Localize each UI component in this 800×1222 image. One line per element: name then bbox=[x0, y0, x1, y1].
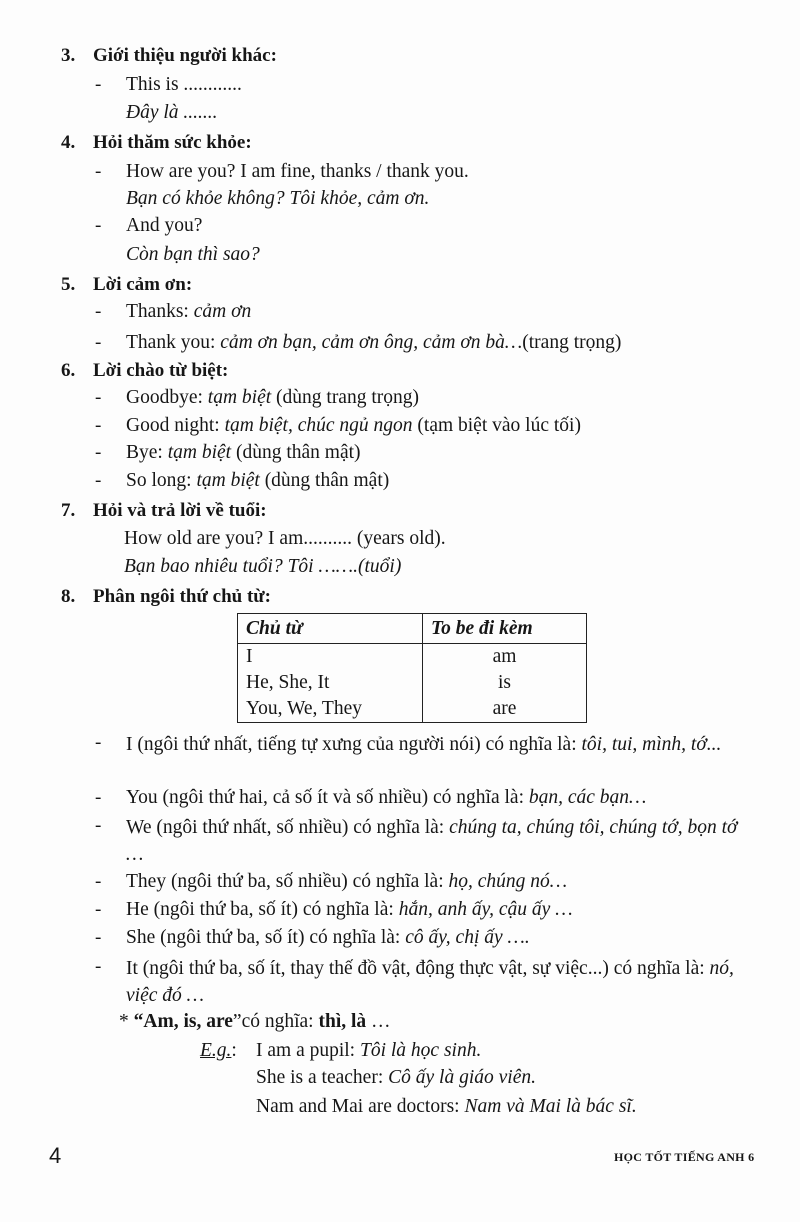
vietnamese-meaning: tạm biệt bbox=[167, 442, 232, 463]
eg-label: E.g. bbox=[200, 1040, 232, 1061]
dash-bullet-icon: - bbox=[95, 470, 102, 491]
dash-bullet-icon: - bbox=[95, 956, 102, 977]
section-title: Lời cảm ơn: bbox=[93, 274, 193, 295]
english-phrase: Good night: bbox=[126, 415, 225, 436]
usage-note: (dùng thân mật) bbox=[259, 470, 390, 491]
example-english: I am a pupil: bbox=[256, 1040, 360, 1061]
dash-bullet-icon: - bbox=[95, 74, 102, 95]
section-title: Lời chào từ biệt: bbox=[93, 360, 229, 381]
pronoun-description: I (ngôi thứ nhất, tiếng tự xưng của người nói) có nghĩa là: bbox=[126, 734, 582, 755]
column-header-to-be: To be đi kèm bbox=[423, 614, 587, 644]
pronoun-description: She (ngôi thứ ba, số ít) có nghĩa là: bbox=[126, 927, 406, 948]
english-phrase: So long: bbox=[126, 470, 197, 491]
vietnamese-meaning: tạm biệt bbox=[196, 470, 260, 491]
english-phrase: Thank you: bbox=[126, 332, 221, 353]
dash-bullet-icon: - bbox=[95, 415, 102, 436]
example-item bbox=[256, 1066, 536, 1090]
pronoun-description: He (ngôi thứ ba, số ít) có nghĩa là: bbox=[126, 899, 399, 920]
english-phrase: How old are you? I am.......... (years old). bbox=[124, 528, 446, 549]
pronoun-meaning: bạn, các bạn… bbox=[528, 787, 647, 808]
section-number: 5. bbox=[61, 274, 76, 295]
section-number: 6. bbox=[61, 360, 76, 381]
section-number: 8. bbox=[61, 586, 76, 607]
pronoun-meaning: hắn, anh ấy, cậu ấy … bbox=[398, 899, 573, 920]
table-header-row bbox=[238, 614, 587, 644]
pronoun-description: You (ngôi thứ hai, cả số ít và số nhiều) có nghĩa là: bbox=[126, 787, 529, 808]
dash-bullet-icon: - bbox=[95, 899, 102, 920]
section-number: 4. bbox=[61, 132, 76, 153]
pronoun-description: It (ngôi thứ ba, số ít, thay thế đồ vật, động thực vật, sự việc...) có nghĩa là: bbox=[126, 958, 710, 979]
pronoun-meaning: tôi, tui, mình, tớ... bbox=[581, 734, 722, 755]
subject-pronoun-table bbox=[237, 613, 587, 723]
example-vietnamese: Cô ấy là giáo viên. bbox=[388, 1067, 536, 1088]
english-phrase: And you? bbox=[126, 215, 203, 236]
dash-bullet-icon: - bbox=[95, 815, 102, 836]
eg-colon: : bbox=[231, 1040, 237, 1061]
vietnamese-translation: Đây là ....... bbox=[126, 102, 218, 123]
verb-cell: is bbox=[423, 670, 587, 696]
verb-cell: are bbox=[423, 696, 587, 723]
vietnamese-meaning: tạm biệt, chúc ngủ ngon bbox=[224, 415, 413, 436]
subject-cell: You, We, They bbox=[238, 696, 423, 723]
vietnamese-translation: Bạn có khỏe không? Tôi khỏe, cảm ơn. bbox=[126, 188, 430, 209]
dash-bullet-icon: - bbox=[95, 871, 102, 892]
vietnamese-meaning: cảm ơn bạn, cảm ơn ông, cảm ơn bà… bbox=[220, 332, 523, 353]
usage-note: (trang trọng) bbox=[522, 332, 622, 353]
note-ellipsis: … bbox=[366, 1011, 391, 1032]
pronoun-meaning: chúng ta, chúng tôi, chúng tớ, bọn tớ … bbox=[126, 817, 738, 865]
dash-bullet-icon: - bbox=[95, 332, 102, 353]
pronoun-meaning: họ, chúng nó… bbox=[448, 871, 568, 892]
example-item bbox=[256, 1039, 481, 1063]
section-number: 7. bbox=[61, 500, 76, 521]
dash-bullet-icon: - bbox=[95, 732, 102, 753]
vietnamese-translation: Còn bạn thì sao? bbox=[126, 244, 260, 265]
note-term: “Am, is, are bbox=[133, 1011, 233, 1032]
note-text: ”có nghĩa: bbox=[232, 1011, 319, 1032]
section-title: Hỏi thăm sức khỏe: bbox=[93, 132, 252, 153]
usage-note: (dùng trang trọng) bbox=[271, 387, 419, 408]
asterisk: * bbox=[119, 1011, 134, 1032]
usage-note: (tạm biệt vào lúc tối) bbox=[412, 415, 581, 436]
vietnamese-meaning: tạm biệt bbox=[207, 387, 272, 408]
note-meaning: thì, là bbox=[318, 1011, 367, 1032]
example-item bbox=[256, 1095, 637, 1119]
example-vietnamese: Nam và Mai là bác sĩ. bbox=[464, 1096, 637, 1117]
english-phrase: Thanks: bbox=[126, 301, 194, 322]
example-english: Nam and Mai are doctors: bbox=[256, 1096, 465, 1117]
english-phrase: Goodbye: bbox=[126, 387, 208, 408]
section-title: Giới thiệu người khác: bbox=[93, 45, 277, 66]
am-is-are-note bbox=[119, 1010, 391, 1034]
dash-bullet-icon: - bbox=[95, 927, 102, 948]
vietnamese-translation: Bạn bao nhiêu tuổi? Tôi …….(tuổi) bbox=[124, 556, 402, 577]
column-header-subject: Chủ từ bbox=[238, 614, 423, 644]
book-title: HỌC TỐT TIẾNG ANH 6 bbox=[614, 1150, 755, 1164]
usage-note: (dùng thân mật) bbox=[231, 442, 361, 463]
dash-bullet-icon: - bbox=[95, 787, 102, 808]
example-vietnamese: Tôi là học sinh. bbox=[359, 1040, 482, 1061]
dash-bullet-icon: - bbox=[95, 215, 102, 236]
section-number: 3. bbox=[61, 45, 76, 66]
dash-bullet-icon: - bbox=[95, 161, 102, 182]
section-title: Phân ngôi thứ chủ từ: bbox=[93, 586, 272, 607]
english-phrase: Bye: bbox=[126, 442, 168, 463]
table-row bbox=[238, 696, 587, 723]
subject-cell: He, She, It bbox=[238, 670, 423, 696]
verb-cell: am bbox=[423, 644, 587, 671]
english-phrase: How are you? I am fine, thanks / thank you. bbox=[126, 161, 469, 182]
example-english: She is a teacher: bbox=[256, 1067, 389, 1088]
subject-cell: I bbox=[238, 644, 423, 671]
page-number: 4 bbox=[49, 1143, 62, 1168]
pronoun-meaning: nó, việc đó … bbox=[126, 958, 734, 1006]
pronoun-description: We (ngôi thứ nhất, số nhiều) có nghĩa là: bbox=[126, 817, 450, 838]
example-label bbox=[200, 1039, 237, 1063]
section-title: Hỏi và trả lời về tuổi: bbox=[93, 500, 267, 521]
dash-bullet-icon: - bbox=[95, 301, 102, 322]
pronoun-description: They (ngôi thứ ba, số nhiều) có nghĩa là: bbox=[126, 871, 449, 892]
vietnamese-meaning: cảm ơn bbox=[193, 301, 252, 322]
dash-bullet-icon: - bbox=[95, 387, 102, 408]
table-row bbox=[238, 644, 587, 671]
dash-bullet-icon: - bbox=[95, 442, 102, 463]
table-row bbox=[238, 670, 587, 696]
pronoun-meaning: cô ấy, chị ấy …. bbox=[405, 927, 530, 948]
english-phrase: This is ............ bbox=[126, 74, 242, 95]
